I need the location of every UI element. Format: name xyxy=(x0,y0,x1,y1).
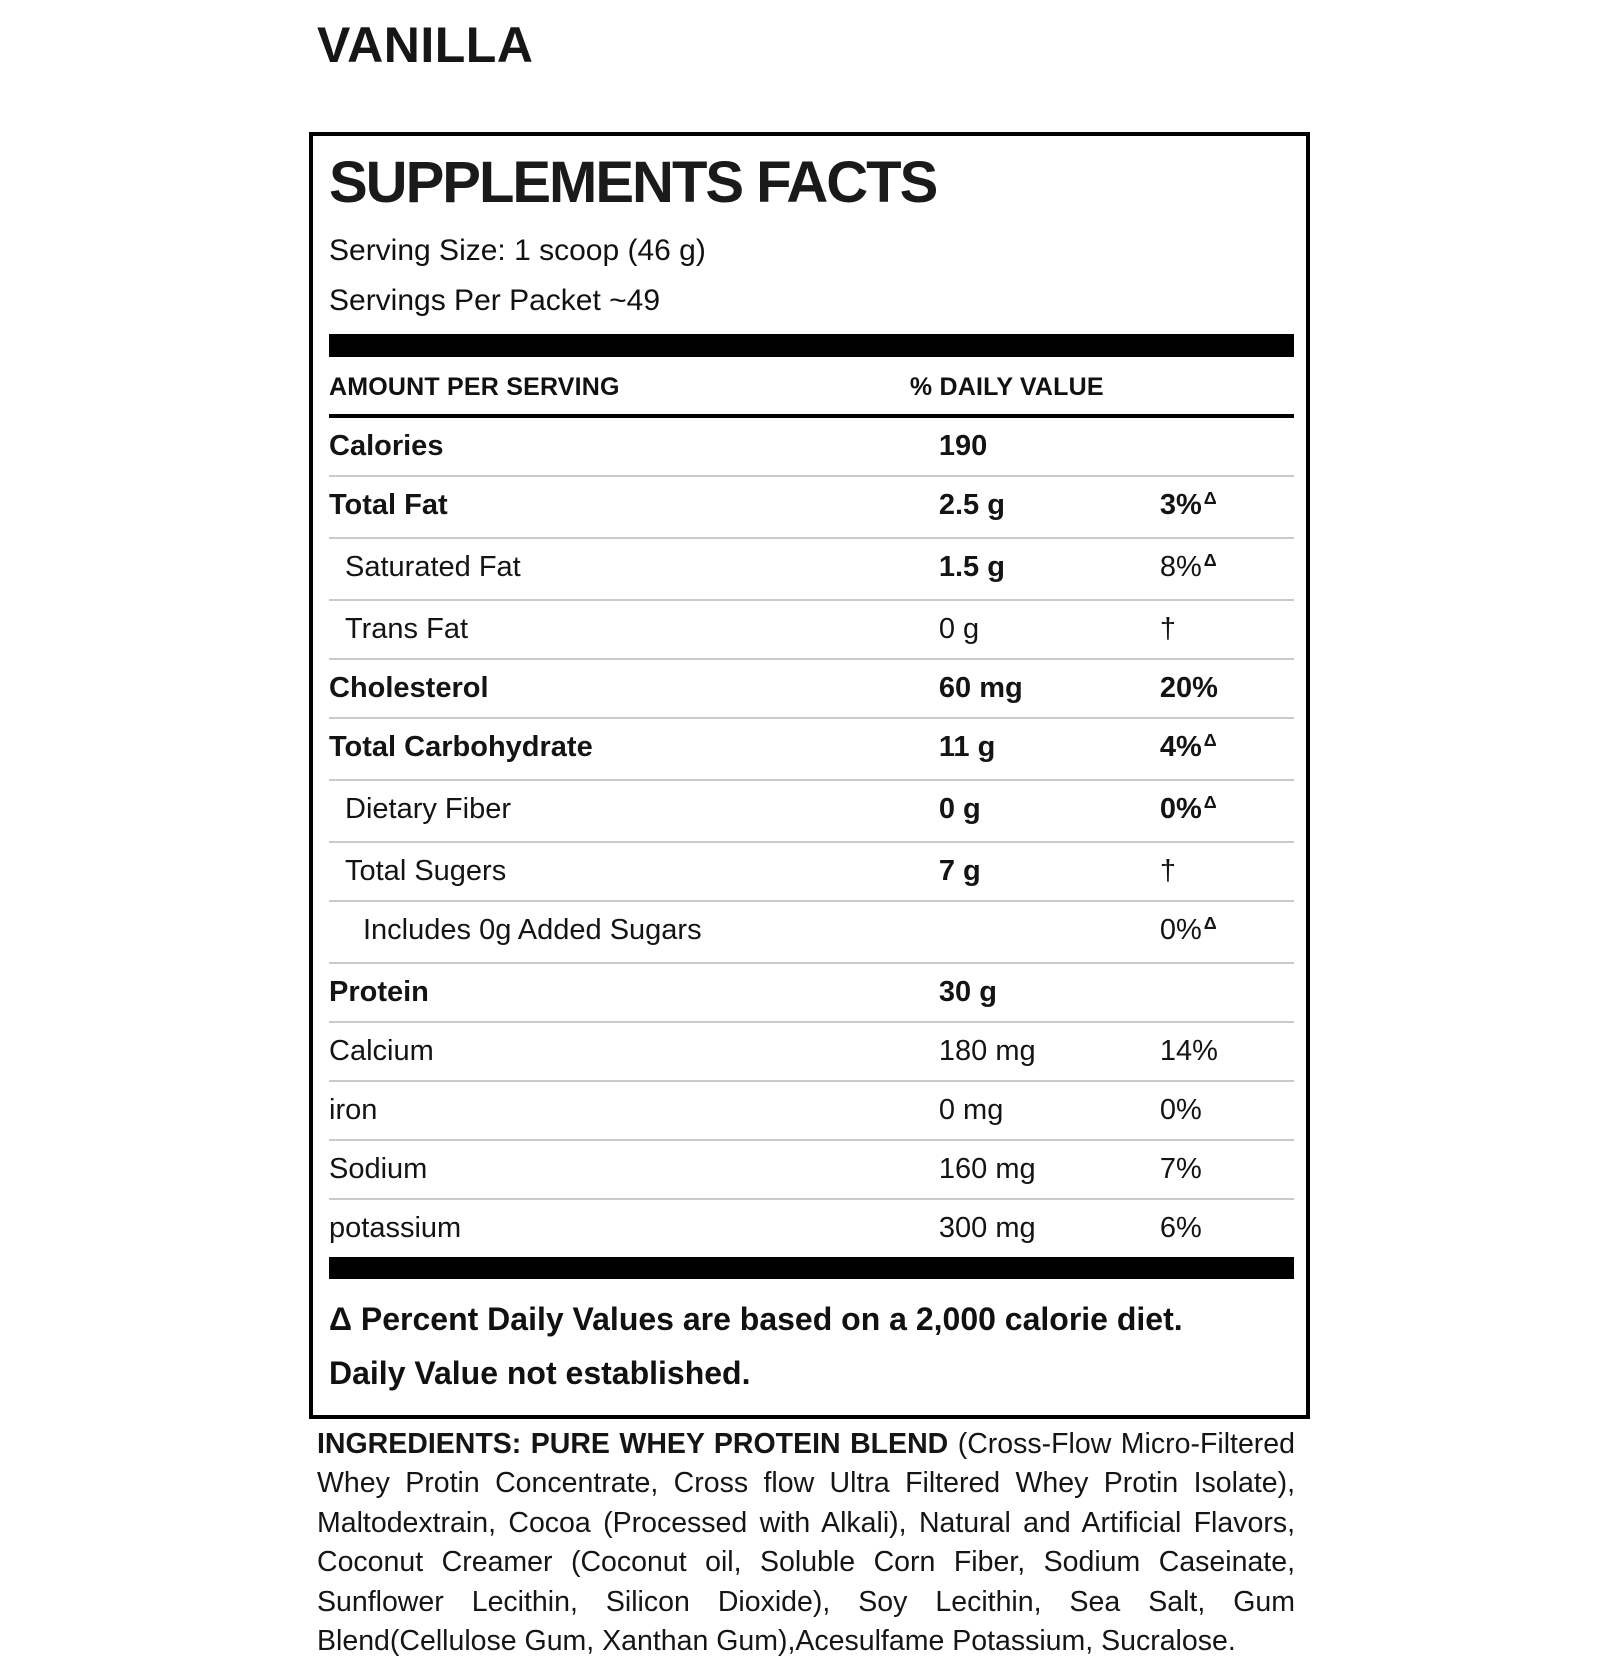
row-daily-value xyxy=(1160,489,1294,525)
pct-superscript: Δ xyxy=(1203,550,1217,571)
row-amount: 180 mg xyxy=(938,1035,1036,1067)
table-row xyxy=(329,1021,1294,1080)
table-row xyxy=(329,900,1294,962)
table-row xyxy=(329,1198,1294,1257)
row-daily-value xyxy=(1160,551,1294,587)
row-amount: 0 mg xyxy=(938,1094,1004,1126)
row-label: Sodium xyxy=(329,1153,428,1185)
row-daily-value xyxy=(1160,793,1294,829)
row-amount: 300 mg xyxy=(938,1212,1036,1244)
row-label: Total Fat xyxy=(329,489,448,521)
row-daily-value xyxy=(1160,672,1294,705)
row-label: Protein xyxy=(329,976,429,1008)
row-label: Total Sugers xyxy=(345,855,507,887)
row-daily-value-text: 4% xyxy=(1159,731,1202,763)
row-label: potassium xyxy=(329,1212,462,1244)
supplement-facts-panel xyxy=(309,132,1310,1419)
row-daily-value xyxy=(1160,1094,1294,1127)
pct-superscript: Δ xyxy=(1203,913,1217,934)
row-daily-value xyxy=(1160,613,1294,646)
table-row xyxy=(329,962,1294,1021)
row-daily-value-text: 3% xyxy=(1159,489,1202,521)
nutrition-table xyxy=(329,418,1294,1257)
amount-per-serving-header: AMOUNT PER SERVING xyxy=(329,373,620,401)
pct-superscript: Δ xyxy=(1203,488,1217,509)
ingredients-body: (Cross-Flow Micro-Filtered Whey Protin Concentrate, Cross flow Ultra Filtered Whey Protin Isolate), Maltodextrain, Cocoa (Processed with Alkali), Natural and Artificial Flavors, Coconut Creamer (Coconut oil, Soluble Corn Fiber, Sodium Caseinate, Sunflower Lecithin, Silicon Dioxide), Soy Lecithin, Sea Salt, Gum Blend(Cellulose Gum, Xanthan Gum),Acesulfame Potassium, Sucralose. xyxy=(317,1427,1295,1657)
row-amount: 60 mg xyxy=(938,672,1023,704)
row-amount: 7 g xyxy=(938,855,981,887)
row-label: iron xyxy=(329,1094,378,1126)
row-label: Saturated Fat xyxy=(345,551,521,583)
table-row xyxy=(329,475,1294,537)
table-row xyxy=(329,1139,1294,1198)
row-amount: 2.5 g xyxy=(938,489,1005,521)
row-label: Calcium xyxy=(329,1035,434,1067)
row-amount: 160 mg xyxy=(938,1153,1036,1185)
flavor-title: VANILLA xyxy=(317,17,534,73)
row-daily-value xyxy=(1160,1212,1294,1245)
row-daily-value-text: 0% xyxy=(1159,1094,1202,1126)
row-daily-value xyxy=(1160,731,1294,767)
row-daily-value-text: † xyxy=(1159,613,1176,645)
row-daily-value-text: 0% xyxy=(1159,914,1202,946)
pct-superscript: Δ xyxy=(1203,730,1217,751)
row-daily-value-text: † xyxy=(1159,855,1176,887)
ingredients-paragraph xyxy=(317,1425,1295,1662)
serving-size-line: Serving Size: 1 scoop (46 g) xyxy=(329,234,706,267)
table-row xyxy=(329,658,1294,717)
row-amount: 11 g xyxy=(938,731,996,763)
table-header-row xyxy=(329,357,1294,418)
footnote-dv-not-established: Daily Value not established. xyxy=(329,1355,751,1391)
row-amount: 0 g xyxy=(938,613,980,645)
table-row xyxy=(329,537,1294,599)
daily-value-header: % DAILY VALUE xyxy=(909,373,1104,401)
row-label: Includes 0g Added Sugars xyxy=(363,914,702,946)
footnote-calorie-diet: Δ Percent Daily Values are based on a 2,000 calorie diet. xyxy=(329,1301,1183,1337)
table-row xyxy=(329,841,1294,900)
separator-bar-top xyxy=(329,334,1294,357)
row-daily-value-text: 0% xyxy=(1159,793,1202,825)
row-daily-value-text: 6% xyxy=(1159,1212,1202,1244)
row-label: Cholesterol xyxy=(329,672,489,704)
table-row xyxy=(329,717,1294,779)
row-daily-value-text: 20% xyxy=(1159,672,1218,704)
servings-per-packet-line: Servings Per Packet ~49 xyxy=(329,284,661,317)
row-daily-value-text: 14% xyxy=(1159,1035,1218,1067)
row-daily-value xyxy=(1160,855,1294,888)
separator-bar-bottom xyxy=(329,1257,1294,1279)
row-daily-value xyxy=(1160,1035,1294,1068)
table-row xyxy=(329,418,1294,475)
row-daily-value-text: 8% xyxy=(1159,551,1202,583)
table-row xyxy=(329,599,1294,658)
row-label: Calories xyxy=(329,430,444,462)
pct-superscript: Δ xyxy=(1203,792,1217,813)
table-row xyxy=(329,1080,1294,1139)
row-daily-value xyxy=(1160,1153,1294,1186)
row-amount: 1.5 g xyxy=(938,551,1005,583)
ingredients-lead: INGREDIENTS: PURE WHEY PROTEIN BLEND xyxy=(317,1427,949,1460)
row-label: Total Carbohydrate xyxy=(329,731,593,763)
row-amount: 0 g xyxy=(938,793,981,825)
row-amount: 30 g xyxy=(938,976,997,1008)
row-daily-value-text: 7% xyxy=(1159,1153,1202,1185)
row-daily-value xyxy=(1160,914,1294,950)
row-label: Dietary Fiber xyxy=(345,793,511,825)
row-amount: 190 xyxy=(938,430,988,462)
facts-title: SUPPLEMENTS FACTS xyxy=(329,150,937,215)
row-label: Trans Fat xyxy=(345,613,469,645)
table-row xyxy=(329,779,1294,841)
